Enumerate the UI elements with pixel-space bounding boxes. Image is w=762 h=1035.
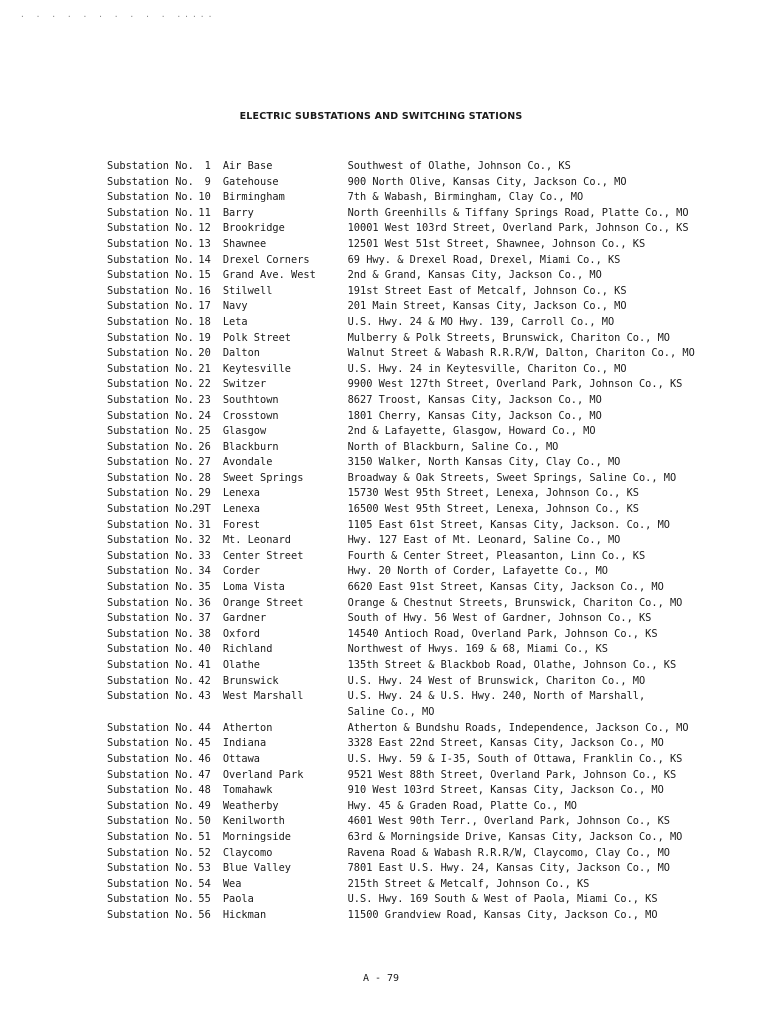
substation-name: Navy bbox=[222, 300, 248, 313]
substation-location: 7th & Wabash, Birmingham, Clay Co., MO bbox=[347, 191, 584, 204]
substation-row bbox=[107, 861, 747, 877]
substation-label: Substation No. bbox=[107, 503, 194, 516]
substation-location: Hwy. 20 North of Corder, Lafayette Co., MO bbox=[347, 565, 608, 578]
substation-number: 11 bbox=[198, 206, 211, 219]
substation-location: Orange & Chestnut Streets, Brunswick, Chariton Co., MO bbox=[347, 596, 683, 609]
substation-location: 11500 Grandview Road, Kansas City, Jackson Co., MO bbox=[347, 908, 658, 921]
substation-number: 54 bbox=[198, 877, 211, 890]
substation-location: U.S. Hwy. 24 in Keytesville, Chariton Co., MO bbox=[347, 362, 627, 375]
substation-name: Air Base bbox=[222, 160, 273, 172]
substation-row bbox=[107, 471, 747, 487]
substation-number: 31 bbox=[198, 518, 211, 531]
substation-location: U.S. Hwy. 169 South & West of Paola, Miami Co., KS bbox=[347, 893, 658, 906]
substation-name: Weatherby bbox=[222, 799, 279, 812]
substation-label: Substation No. bbox=[107, 627, 194, 640]
substation-name: Gardner bbox=[222, 612, 267, 625]
substation-name: Drexel Corners bbox=[222, 253, 310, 266]
substation-label: Substation No. bbox=[107, 737, 194, 750]
substation-label: Substation No. bbox=[107, 643, 194, 656]
substation-name: Center Street bbox=[222, 549, 304, 562]
substation-name: Shawnee bbox=[222, 237, 267, 250]
substation-row bbox=[107, 814, 747, 830]
substation-location: North of Blackburn, Saline Co., MO bbox=[347, 440, 559, 453]
substation-name: Tomahawk bbox=[222, 784, 273, 797]
substation-label: Substation No. bbox=[107, 752, 194, 765]
substation-name: Overland Park bbox=[222, 768, 304, 781]
substation-row bbox=[107, 721, 747, 737]
substation-number: 17 bbox=[198, 300, 211, 313]
substation-location: 8627 Troost, Kansas City, Jackson Co., MO bbox=[347, 393, 602, 406]
substation-number: 13 bbox=[198, 237, 211, 250]
substation-location: Atherton & Bundshu Roads, Independence, Jackson Co., MO bbox=[347, 721, 689, 734]
substation-number: 1 bbox=[204, 160, 211, 172]
substation-number: 16 bbox=[198, 284, 211, 297]
substation-location: 10001 West 103rd Street, Overland Park, Johnson Co., KS bbox=[347, 222, 689, 235]
substation-location: 3150 Walker, North Kansas City, Clay Co., MO bbox=[347, 456, 621, 469]
substation-name: Polk Street bbox=[222, 331, 292, 344]
substation-number: 47 bbox=[198, 768, 211, 781]
substation-row bbox=[107, 206, 747, 222]
substation-location: U.S. Hwy. 24 West of Brunswick, Chariton Co., MO bbox=[347, 674, 646, 687]
substation-label: Substation No. bbox=[107, 315, 194, 328]
substation-number: 9 bbox=[204, 175, 211, 188]
substation-number: 10 bbox=[198, 191, 211, 204]
substation-location: 1801 Cherry, Kansas City, Jackson Co., MO bbox=[347, 409, 602, 422]
substation-row bbox=[107, 221, 747, 237]
substation-label: Substation No. bbox=[107, 565, 194, 578]
substation-location: 2nd & Lafayette, Glasgow, Howard Co., MO bbox=[347, 425, 596, 438]
substation-name: Birmingham bbox=[222, 191, 285, 204]
substation-location: Hwy. 45 & Graden Road, Platte Co., MO bbox=[347, 799, 577, 812]
substation-label: Substation No. bbox=[107, 784, 194, 797]
substation-label: Substation No. bbox=[107, 768, 194, 781]
substation-name: Claycomo bbox=[222, 846, 273, 859]
substation-row bbox=[107, 627, 747, 643]
substation-location: 12501 West 51st Street, Shawnee, Johnson Co., KS bbox=[347, 237, 646, 250]
substation-location: Ravena Road & Wabash R.R.R/W, Claycomo, Clay Co., MO bbox=[347, 846, 670, 859]
substation-row bbox=[107, 455, 747, 471]
substation-row bbox=[107, 846, 747, 862]
substation-row bbox=[107, 502, 747, 518]
substation-location: U.S. Hwy. 24 & MO Hwy. 139, Carroll Co., MO bbox=[347, 315, 615, 328]
substation-number: 12 bbox=[198, 222, 211, 235]
substation-location: 6620 East 91st Street, Kansas City, Jackson Co., MO bbox=[347, 581, 664, 594]
substation-number: 37 bbox=[198, 612, 211, 625]
substation-location: Broadway & Oak Streets, Sweet Springs, Saline Co., MO bbox=[347, 471, 677, 484]
substation-location: Hwy. 127 East of Mt. Leonard, Saline Co., MO bbox=[347, 534, 621, 547]
substation-row bbox=[107, 564, 747, 580]
substation-number: 53 bbox=[198, 862, 211, 875]
substation-number: 45 bbox=[198, 737, 211, 750]
substation-number: 14 bbox=[198, 253, 211, 266]
substation-label: Substation No. bbox=[107, 378, 194, 391]
substation-row bbox=[107, 533, 747, 549]
substation-name: Olathe bbox=[222, 659, 261, 671]
substation-row bbox=[107, 658, 747, 674]
substation-label: Substation No. bbox=[107, 440, 194, 453]
substation-row bbox=[107, 237, 747, 253]
substation-name: Orange Street bbox=[222, 596, 304, 609]
substation-row bbox=[107, 315, 747, 331]
substation-number: 28 bbox=[198, 471, 211, 484]
substation-row bbox=[107, 549, 747, 565]
substation-label: Substation No. bbox=[107, 284, 194, 297]
substation-number: 34 bbox=[198, 565, 211, 578]
substation-location: 15730 West 95th Street, Lenexa, Johnson Co., KS bbox=[347, 487, 639, 500]
substation-number: 52 bbox=[198, 846, 211, 859]
substation-number: 25 bbox=[198, 425, 211, 438]
substation-number: 48 bbox=[198, 784, 211, 797]
substation-label: Substation No. bbox=[107, 425, 194, 438]
substation-location: 201 Main Street, Kansas City, Jackson Co., MO bbox=[347, 300, 627, 313]
substation-number: 42 bbox=[198, 674, 211, 687]
substation-number: 24 bbox=[198, 409, 211, 422]
substation-location: Walnut Street & Wabash R.R.R/W, Dalton, Chariton Co., MO bbox=[347, 347, 695, 360]
substation-row bbox=[107, 393, 747, 409]
substation-location: 1105 East 61st Street, Kansas City, Jackson. Co., MO bbox=[347, 518, 670, 531]
substation-name: Stilwell bbox=[222, 284, 273, 297]
substation-name: Barry bbox=[222, 206, 254, 219]
substation-number: 44 bbox=[198, 721, 211, 734]
substation-name: Wea bbox=[222, 877, 242, 890]
substation-label: Substation No. bbox=[107, 175, 194, 188]
substation-number: 36 bbox=[198, 596, 211, 609]
substation-number: 50 bbox=[198, 815, 211, 828]
substation-label: Substation No. bbox=[107, 222, 194, 235]
substation-number: 21 bbox=[198, 362, 211, 375]
substation-number: 29T bbox=[192, 503, 211, 516]
substation-label: Substation No. bbox=[107, 487, 194, 500]
substation-label: Substation No. bbox=[107, 846, 194, 859]
substation-location: 63rd & Morningside Drive, Kansas City, Jackson Co., MO bbox=[347, 830, 683, 843]
substation-label: Substation No. bbox=[107, 534, 194, 547]
substation-label: Substation No. bbox=[107, 206, 194, 219]
substation-label: Substation No. bbox=[107, 160, 194, 172]
substation-location: U.S. Hwy. 59 & I-35, South of Ottawa, Franklin Co., KS bbox=[347, 752, 683, 765]
substation-name: Oxford bbox=[222, 627, 261, 640]
substation-location: South of Hwy. 56 West of Gardner, Johnson Co., KS bbox=[347, 612, 652, 625]
substation-number: 56 bbox=[198, 908, 211, 921]
substation-row bbox=[107, 331, 747, 347]
substation-number: 22 bbox=[198, 378, 211, 391]
substation-number: 26 bbox=[198, 440, 211, 453]
substation-label: Substation No. bbox=[107, 674, 194, 687]
substation-row bbox=[107, 440, 747, 456]
substation-name: Leta bbox=[222, 315, 248, 328]
substation-number: 23 bbox=[198, 393, 211, 406]
substation-number: 41 bbox=[198, 659, 211, 671]
substation-label: Substation No. bbox=[107, 471, 194, 484]
substation-name: Atherton bbox=[222, 721, 273, 734]
substation-label: Substation No. bbox=[107, 581, 194, 594]
substation-label: Substation No. bbox=[107, 300, 194, 313]
substation-name: Blackburn bbox=[222, 440, 279, 453]
substation-row bbox=[107, 486, 747, 502]
substation-name: Brookridge bbox=[222, 222, 285, 235]
scan-specks: · · · · · · · · · · ····· bbox=[20, 12, 216, 21]
substation-label: Substation No. bbox=[107, 549, 194, 562]
substation-label: Substation No. bbox=[107, 721, 194, 734]
substation-name: Paola bbox=[222, 893, 254, 906]
substation-name: Blue Valley bbox=[222, 862, 292, 875]
substation-name: Lenexa bbox=[222, 487, 261, 500]
substation-row bbox=[107, 783, 747, 799]
substation-label: Substation No. bbox=[107, 908, 194, 921]
substation-name: Crosstown bbox=[222, 409, 279, 422]
substation-label: Substation No. bbox=[107, 362, 194, 375]
substation-label: Substation No. bbox=[107, 815, 194, 828]
substation-row bbox=[107, 908, 747, 924]
substation-row bbox=[107, 518, 747, 534]
substation-row bbox=[107, 642, 747, 658]
substation-label: Substation No. bbox=[107, 659, 194, 671]
substation-list bbox=[107, 159, 747, 924]
substation-label: Substation No. bbox=[107, 269, 194, 282]
substation-name: Glasgow bbox=[222, 425, 267, 438]
substation-number: 51 bbox=[198, 830, 211, 843]
substation-name: Loma Vista bbox=[222, 581, 285, 594]
substation-location: North Greenhills & Tiffany Springs Road, Platte Co., MO bbox=[347, 206, 689, 219]
substation-label: Substation No. bbox=[107, 237, 194, 250]
substation-name: Hickman bbox=[222, 908, 267, 921]
substation-location: U.S. Hwy. 24 & U.S. Hwy. 240, North of Marshall, Saline Co., MO bbox=[347, 690, 646, 718]
substation-location: 910 West 103rd Street, Kansas City, Jackson Co., MO bbox=[347, 784, 664, 797]
substation-number: 40 bbox=[198, 643, 211, 656]
substation-label: Substation No. bbox=[107, 409, 194, 422]
substation-location: 69 Hwy. & Drexel Road, Drexel, Miami Co., KS bbox=[347, 253, 621, 266]
substation-row bbox=[107, 752, 747, 768]
substation-number: 15 bbox=[198, 269, 211, 282]
substation-row bbox=[107, 253, 747, 269]
substation-name: Morningside bbox=[222, 830, 292, 843]
substation-name: Richland bbox=[222, 643, 273, 656]
substation-location: Southwest of Olathe, Johnson Co., KS bbox=[347, 160, 571, 172]
substation-name: Brunswick bbox=[222, 674, 279, 687]
substation-name: Corder bbox=[222, 565, 261, 578]
substation-name: West Marshall bbox=[222, 690, 304, 703]
substation-name: Southtown bbox=[222, 393, 279, 406]
substation-number: 32 bbox=[198, 534, 211, 547]
substation-name: Keytesville bbox=[222, 362, 292, 375]
substation-number: 43 bbox=[198, 690, 211, 703]
substation-row bbox=[107, 674, 747, 690]
substation-location: 9900 West 127th Street, Overland Park, Johnson Co., KS bbox=[347, 378, 683, 391]
substation-row bbox=[107, 596, 747, 612]
substation-location: 16500 West 95th Street, Lenexa, Johnson Co., KS bbox=[347, 503, 639, 516]
substation-location: 900 North Olive, Kansas City, Jackson Co., MO bbox=[347, 175, 627, 188]
substation-row bbox=[107, 175, 747, 191]
substation-row bbox=[107, 892, 747, 908]
substation-row bbox=[107, 580, 747, 596]
substation-label: Substation No. bbox=[107, 191, 194, 204]
substation-number: 33 bbox=[198, 549, 211, 562]
substation-number: 27 bbox=[198, 456, 211, 469]
substation-row bbox=[107, 799, 747, 815]
substation-label: Substation No. bbox=[107, 830, 194, 843]
substation-label: Substation No. bbox=[107, 596, 194, 609]
substation-number: 38 bbox=[198, 627, 211, 640]
page-number: A - 79 bbox=[362, 973, 400, 984]
substation-location: 7801 East U.S. Hwy. 24, Kansas City, Jackson Co., MO bbox=[347, 862, 670, 875]
substation-name: Sweet Springs bbox=[222, 471, 304, 484]
substation-location: Northwest of Hwys. 169 & 68, Miami Co., KS bbox=[347, 643, 608, 656]
substation-label: Substation No. bbox=[107, 877, 194, 890]
substation-row bbox=[107, 299, 747, 315]
substation-row bbox=[107, 424, 747, 440]
substation-row bbox=[107, 190, 747, 206]
substation-number: 49 bbox=[198, 799, 211, 812]
substation-label: Substation No. bbox=[107, 862, 194, 875]
substation-name: Dalton bbox=[222, 347, 261, 360]
substation-location: 191st Street East of Metcalf, Johnson Co., KS bbox=[347, 284, 627, 297]
substation-name: Switzer bbox=[222, 378, 267, 391]
substation-row bbox=[107, 689, 747, 721]
substation-row bbox=[107, 362, 747, 378]
substation-label: Substation No. bbox=[107, 612, 194, 625]
substation-number: 46 bbox=[198, 752, 211, 765]
substation-location: 9521 West 88th Street, Overland Park, Johnson Co., KS bbox=[347, 768, 677, 781]
substation-location: Fourth & Center Street, Pleasanton, Linn Co., KS bbox=[347, 549, 646, 562]
substation-location: 4601 West 90th Terr., Overland Park, Johnson Co., KS bbox=[347, 815, 670, 828]
substation-location: Mulberry & Polk Streets, Brunswick, Chariton Co., MO bbox=[347, 331, 670, 344]
substation-label: Substation No. bbox=[107, 799, 194, 812]
page-title: ELECTRIC SUBSTATIONS AND SWITCHING STATIONS bbox=[239, 111, 523, 122]
substation-label: Substation No. bbox=[107, 347, 194, 360]
substation-row bbox=[107, 768, 747, 784]
substation-location: 14540 Antioch Road, Overland Park, Johnson Co., KS bbox=[347, 627, 658, 640]
substation-row bbox=[107, 346, 747, 362]
substation-name: Mt. Leonard bbox=[222, 534, 292, 547]
substation-label: Substation No. bbox=[107, 690, 194, 703]
substation-number: 18 bbox=[198, 315, 211, 328]
substation-row bbox=[107, 736, 747, 752]
substation-number: 35 bbox=[198, 581, 211, 594]
substation-name: Indiana bbox=[222, 737, 267, 750]
substation-row bbox=[107, 377, 747, 393]
substation-name: Ottawa bbox=[222, 752, 261, 765]
substation-label: Substation No. bbox=[107, 893, 194, 906]
substation-name: Grand Ave. West bbox=[222, 269, 316, 282]
substation-label: Substation No. bbox=[107, 331, 194, 344]
substation-name: Gatehouse bbox=[222, 175, 279, 188]
substation-name: Kenilworth bbox=[222, 815, 285, 828]
substation-number: 19 bbox=[198, 331, 211, 344]
substation-name: Forest bbox=[222, 518, 261, 531]
substation-number: 29 bbox=[198, 487, 211, 500]
substation-row bbox=[107, 877, 747, 893]
substation-location: 3328 East 22nd Street, Kansas City, Jackson Co., MO bbox=[347, 737, 664, 750]
substation-label: Substation No. bbox=[107, 456, 194, 469]
substation-name: Lenexa bbox=[222, 503, 261, 516]
substation-name: Avondale bbox=[222, 456, 273, 469]
substation-location: 135th Street & Blackbob Road, Olathe, Johnson Co., KS bbox=[347, 659, 677, 671]
substation-row bbox=[107, 611, 747, 627]
substation-number: 55 bbox=[198, 893, 211, 906]
substation-row bbox=[107, 830, 747, 846]
substation-location: 215th Street & Metcalf, Johnson Co., KS bbox=[347, 877, 590, 890]
substation-number: 20 bbox=[198, 347, 211, 360]
substation-row bbox=[107, 284, 747, 300]
substation-location: 2nd & Grand, Kansas City, Jackson Co., MO bbox=[347, 269, 602, 282]
substation-label: Substation No. bbox=[107, 253, 194, 266]
substation-row bbox=[107, 409, 747, 425]
substation-row bbox=[107, 159, 747, 175]
substation-label: Substation No. bbox=[107, 393, 194, 406]
substation-row bbox=[107, 268, 747, 284]
substation-label: Substation No. bbox=[107, 518, 194, 531]
